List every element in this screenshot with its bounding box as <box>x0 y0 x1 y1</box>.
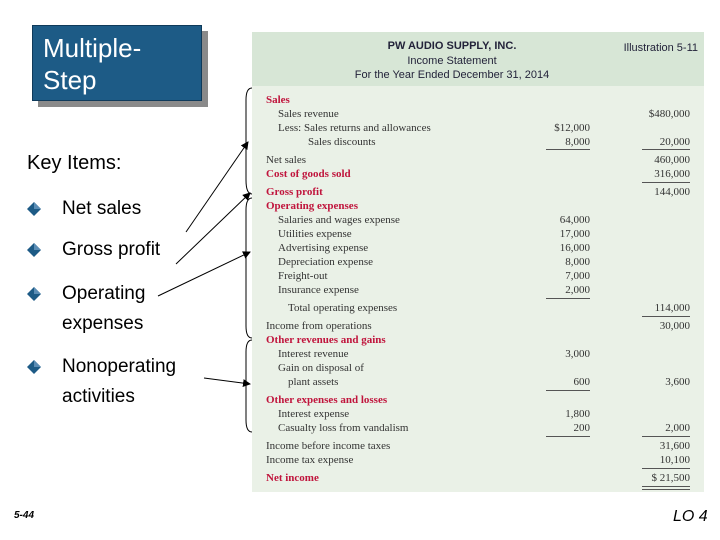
amt-utilities: 17,000 <box>559 228 590 240</box>
row-utilities: Utilities expense <box>278 228 352 240</box>
row-sales-revenue: Sales revenue <box>278 108 339 120</box>
amt-less-returns: $12,000 <box>554 122 590 134</box>
section-sales: Sales <box>266 94 290 106</box>
row-gain-disposal-2: plant assets <box>288 376 339 388</box>
section-operating-expenses: Operating expenses <box>266 200 358 212</box>
amt-sales-discounts: 8,000 <box>565 136 590 148</box>
amt-other-expenses-total: 2,000 <box>665 422 690 434</box>
amt-sales-deductions-total: 20,000 <box>659 136 690 148</box>
title-line-1: Multiple- <box>43 33 142 63</box>
amt-gain-disposal: 600 <box>573 376 590 388</box>
arrow-operating <box>158 252 250 296</box>
amt-salaries: 64,000 <box>559 214 590 226</box>
row-advertising: Advertising expense <box>278 242 369 254</box>
amt-net-income: $ 21,500 <box>651 472 690 484</box>
row-insurance: Insurance expense <box>278 284 359 296</box>
row-income-before-tax: Income before income taxes <box>266 440 391 452</box>
bullet-operating-line2: expenses <box>62 313 144 334</box>
amt-income-tax: 10,100 <box>659 454 690 466</box>
title-line-2: Step <box>43 65 97 95</box>
row-gross-profit: Gross profit <box>266 186 323 198</box>
row-freight: Freight-out <box>278 270 328 282</box>
amt-sales-revenue: $480,000 <box>648 108 690 120</box>
amt-freight: 7,000 <box>565 270 590 282</box>
row-sales-discounts: Sales discounts <box>308 136 376 148</box>
statement-name: Income Statement <box>407 55 497 67</box>
bracket-nonoperating <box>246 340 252 432</box>
arrow-gross-profit <box>176 193 250 264</box>
section-other-revenues: Other revenues and gains <box>266 334 386 346</box>
amt-total-opex: 114,000 <box>654 302 690 314</box>
bullet-gross-profit: Gross profit <box>62 239 161 260</box>
amt-gross-profit: 144,000 <box>654 186 690 198</box>
row-interest-revenue: Interest revenue <box>278 348 349 360</box>
amt-income-ops: 30,000 <box>659 320 690 332</box>
company-name: PW AUDIO SUPPLY, INC. <box>387 40 517 52</box>
row-less-returns: Less: Sales returns and allowances <box>278 122 431 134</box>
row-cogs: Cost of goods sold <box>266 168 351 180</box>
row-income-ops: Income from operations <box>266 320 372 332</box>
section-other-expenses: Other expenses and losses <box>266 394 388 406</box>
illustration-label: Illustration 5-11 <box>623 42 698 54</box>
amt-casualty-loss: 200 <box>573 422 590 434</box>
arrow-nonoperating <box>204 378 250 384</box>
learning-objective: LO 4 <box>673 508 708 525</box>
amt-advertising: 16,000 <box>559 242 590 254</box>
row-income-tax: Income tax expense <box>266 454 354 466</box>
amt-cogs: 316,000 <box>654 168 690 180</box>
amt-depreciation: 8,000 <box>565 256 590 268</box>
row-gain-disposal-1: Gain on disposal of <box>278 362 364 374</box>
bullet-net-sales: Net sales <box>62 198 142 219</box>
amt-net-sales: 460,000 <box>654 154 690 166</box>
amt-other-revenues-total: 3,600 <box>665 376 690 388</box>
row-total-opex: Total operating expenses <box>288 302 398 314</box>
row-casualty-loss: Casualty loss from vandalism <box>278 422 409 434</box>
row-salaries: Salaries and wages expense <box>278 214 400 226</box>
amt-insurance: 2,000 <box>565 284 590 296</box>
amt-income-before-tax: 31,600 <box>659 440 690 452</box>
statement-period: For the Year Ended December 31, 2014 <box>354 69 550 81</box>
bullet-nonoperating-line1: Nonoperating <box>62 356 177 377</box>
row-net-income: Net income <box>266 472 319 484</box>
amt-interest-revenue: 3,000 <box>565 348 590 360</box>
key-items-heading: Key Items: <box>27 152 122 174</box>
bullet-nonoperating-line2: activities <box>62 386 135 407</box>
amt-interest-expense: 1,800 <box>565 408 590 420</box>
arrow-net-sales <box>186 142 248 232</box>
row-depreciation: Depreciation expense <box>278 256 373 268</box>
bullet-operating-line1: Operating <box>62 283 146 304</box>
row-net-sales: Net sales <box>266 154 307 166</box>
row-interest-expense: Interest expense <box>278 408 350 420</box>
slide-number: 5-44 <box>14 510 35 521</box>
bracket-operating <box>246 198 252 338</box>
bracket-sales <box>246 88 252 194</box>
